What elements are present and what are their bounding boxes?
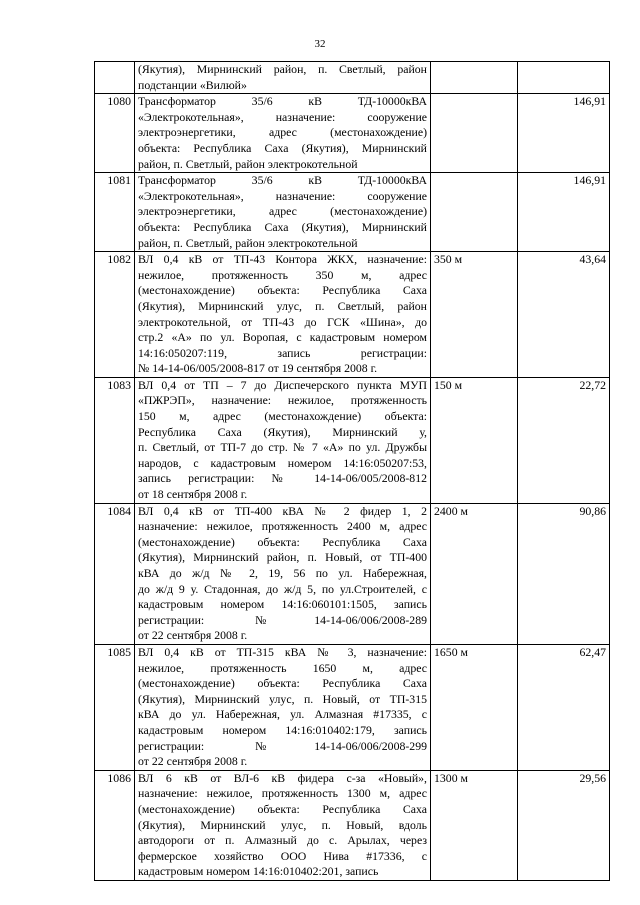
row-number-cell: 1083	[95, 377, 135, 503]
value-cell: 22,72	[518, 377, 610, 503]
description-line: назначение: нежилое, протяженность 1300 м, адрес	[138, 786, 427, 801]
description-line: (Якутия), Мирнинский район, п. Светлый, район	[138, 62, 427, 76]
description-cell	[135, 173, 431, 252]
description-line: электрокотельной, от ТП-43 до ГСК «Шина», до	[138, 314, 427, 329]
description-line: нежилое, протяженность 1650 м, адрес	[138, 660, 427, 675]
value-cell: 29,56	[518, 770, 610, 880]
value-cell: 90,86	[518, 503, 610, 644]
description-line: ВЛ 0,4 кВ от ТП-315 кВА № 3, назначение:	[138, 644, 427, 659]
description-line: кВА до ул. Набережная, ул. Алмазная #17335, с	[138, 707, 427, 722]
length-cell	[431, 62, 518, 94]
description-line: (местонахождение) объекта: Республика Саха	[138, 676, 427, 691]
table-row	[95, 644, 610, 770]
description-line: ВЛ 0,4 кВ от ТП-43 Контора ЖКХ, назначение:	[138, 252, 427, 267]
description-line: кадастровым номером 14:16:010402:179, запись	[138, 722, 427, 737]
description-line: народов, с кадастровым номером 14:16:050207:53,	[138, 455, 427, 470]
table-row	[95, 173, 610, 252]
description-line: регистрации: №14-14-06/006/2008-289	[138, 612, 427, 627]
description-line: кадастровым номером 14:16:060101:1505, запись	[138, 597, 427, 612]
description-line: назначение: нежилое, протяженность 2400 м, адрес	[138, 519, 427, 534]
description-line: (Якутия), Мирнинский район, п. Новый, от ТП-400	[138, 550, 427, 565]
description-line: п. Светлый, от ТП-7 до стр. № 7 «А» по ул. Дружбы	[138, 440, 427, 455]
table-row	[95, 62, 610, 94]
description-line: (местонахождение) объекта: Республика Саха	[138, 801, 427, 816]
value-cell: 146,91	[518, 173, 610, 252]
row-number-cell: 1086	[95, 770, 135, 880]
description-line: «Электрокотельная», назначение: сооружение	[138, 188, 427, 203]
description-cell	[135, 377, 431, 503]
value-cell: 146,91	[518, 94, 610, 173]
description-cell	[135, 770, 431, 880]
table-row	[95, 503, 610, 644]
description-line: (местонахождение) объекта: Республика Саха	[138, 283, 427, 298]
description-line: «ПЖРЭП», назначение: нежилое, протяженность	[138, 393, 427, 408]
length-cell: 2400 м	[431, 503, 518, 644]
table-row	[95, 94, 610, 173]
page-number: 32	[314, 38, 326, 50]
table-row	[95, 252, 610, 378]
description-line: регистрации: №14-14-06/006/2008-299	[138, 738, 427, 753]
table-row	[95, 770, 610, 880]
description-line: стр.2 «А» по ул. Воропая, с кадастровым номером	[138, 330, 427, 345]
length-cell: 350 м	[431, 252, 518, 378]
length-cell	[431, 173, 518, 252]
description-line: от 18 сентября 2008 г.	[138, 487, 248, 502]
description-line: (местонахождение) объекта: Республика Саха	[138, 534, 427, 549]
length-cell: 1300 м	[431, 770, 518, 880]
value-cell	[518, 62, 610, 94]
length-cell: 150 м	[431, 377, 518, 503]
description-line: ВЛ 0,4 кВ от ТП-400 кВА № 2 фидер 1, 2	[138, 503, 427, 518]
description-cell	[135, 252, 431, 378]
row-number-cell: 1081	[95, 173, 135, 252]
length-cell: 1650 м	[431, 644, 518, 770]
description-line: кВА до ж/д № 2, 19, 56 по ул. Набережная,	[138, 566, 427, 580]
description-line: автодороги от п. Алмазный до с. Арылах, через	[138, 833, 427, 848]
description-line: объекта: Республика Саха (Якутия), Мирнинский	[138, 140, 427, 155]
property-registry-table	[94, 61, 610, 881]
row-number-cell: 1084	[95, 503, 135, 644]
length-cell	[431, 94, 518, 173]
value-cell: 43,64	[518, 252, 610, 378]
description-line: 150 м, адрес (местонахождение) объекта:	[138, 409, 427, 424]
description-line: ВЛ 6 кВ от ВЛ-6 кВ фидера с-за «Новый»,	[138, 770, 427, 785]
description-line: «Электрокотельная», назначение: сооружение	[138, 109, 427, 124]
description-line: район, п. Светлый, район электрокотельной	[138, 156, 358, 171]
description-line: Трансформатор 35/6 кВ ТД-10000кВА	[138, 94, 427, 109]
row-number-cell	[95, 62, 135, 94]
description-line: подстанции «Вилюй»	[138, 77, 247, 92]
description-line: 14:16:050207:119, запись регистрации:	[138, 345, 427, 360]
row-number-cell: 1085	[95, 644, 135, 770]
description-line: до ж/д 9 у. Стадонная, до ж/д 5, по ул.Строителей, с	[138, 581, 427, 596]
description-line: кадастровым номером 14:16:010402:201, запись	[138, 864, 379, 879]
table-row	[95, 377, 610, 503]
description-line: район, п. Светлый, район электрокотельной	[138, 235, 358, 250]
description-line: фермерское хозяйство ООО Нива #17336, с	[138, 848, 427, 863]
description-line: Республика Саха (Якутия), Мирнинский у,	[138, 424, 427, 439]
value-cell: 62,47	[518, 644, 610, 770]
description-line: нежилое, протяженность 350 м, адрес	[138, 267, 427, 282]
description-line: объекта: Республика Саха (Якутия), Мирнинский	[138, 219, 427, 234]
description-line: электроэнергетики, адрес (местонахождение)	[138, 204, 427, 219]
description-cell	[135, 644, 431, 770]
row-number-cell: 1082	[95, 252, 135, 378]
description-cell	[135, 62, 431, 94]
description-line: электроэнергетики, адрес (местонахождение)	[138, 125, 427, 140]
description-line: Трансформатор 35/6 кВ ТД-10000кВА	[138, 173, 427, 188]
description-line: (Якутия), Мирнинский улус, п. Новый, от ТП-315	[138, 691, 427, 706]
description-line: запись регистрации: № 14-14-06/005/2008-812	[138, 471, 427, 486]
description-line: (Якутия), Мирнинский улус, п. Светлый, район	[138, 298, 427, 313]
description-line: от 22 сентября 2008 г.	[138, 754, 248, 769]
description-cell	[135, 94, 431, 173]
description-line: от 22 сентября 2008 г.	[138, 628, 248, 643]
description-line: ВЛ 0,4 от ТП – 7 до Диспечерского пункта МУП	[138, 377, 427, 392]
description-line: (Якутия), Мирнинский улус, п. Новый, вдоль	[138, 817, 427, 832]
row-number-cell: 1080	[95, 94, 135, 173]
description-line: № 14-14-06/005/2008-817 от 19 сентября 2008 г.	[138, 361, 378, 376]
registry-table-body	[95, 62, 610, 881]
description-cell	[135, 503, 431, 644]
